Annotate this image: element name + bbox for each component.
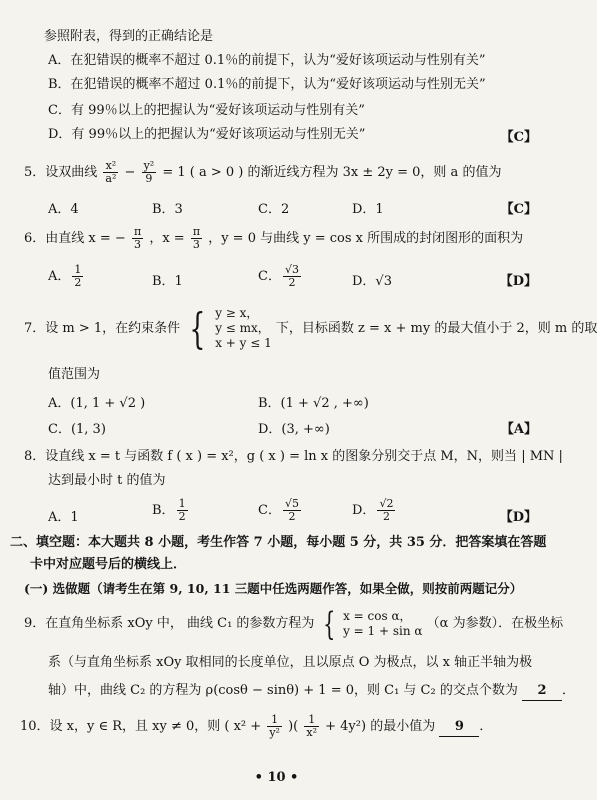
q9-brace: { [322, 604, 335, 643]
q4-answer: 【C】 [500, 130, 537, 145]
q8-option-c: C． $\frac{√5}{2}$ [258, 497, 299, 523]
q7-option-a: A．(1, 1 + √2 ) [48, 396, 146, 411]
q9-stem: 9．在直角坐标系 xOy 中， 曲线 C₁ 的参数方程为 { x = cos α， y = 1 + sin α （α 为参数）．在极坐标 [24, 604, 564, 643]
q7-option-d: D．(3, +∞) [258, 422, 330, 437]
q7-option-c: C．(1, 3) [48, 422, 106, 437]
q5-fraction-y: $\frac{\text{y²}}{9}$ [143, 159, 155, 185]
q8-answer: 【D】 [499, 510, 537, 525]
q8-stem-line2: 达到最小时 t 的值为 [48, 473, 166, 488]
q5-answer: 【C】 [500, 202, 537, 217]
section2-subheading: (一) 选做题（请考生在第 9, 10, 11 三题中任选两题作答，如果全做，则按前两题记分） [24, 581, 523, 596]
q5-option-c: C．2 [258, 202, 290, 217]
q6-answer: 【D】 [499, 274, 537, 289]
q5-option-d: D．1 [352, 202, 384, 217]
q7-stem: 7．设 m > 1，在约束条件 { y ≥ x， y ≤ mx， x + y ≤ 1 下，目标函数 z = x + my 的最大值小于 2，则 m 的取 [24, 303, 597, 353]
q9-stem-line2: 系（与直角坐标系 xOy 取相同的长度单位，且以原点 O 为极点，以 x 轴正半轴为极 [48, 655, 533, 670]
q7-constraints: y ≥ x， y ≤ mx， x + y ≤ 1 [215, 306, 272, 350]
q5-stem: 5．设双曲线 $\frac{\text{x²}}{\text{a²}}$ − $\frac{\text{y²}}{9}$ = 1 ( a > 0 ) 的渐近线方程为 3x ± 2y = 0，则 a 的值为 [24, 159, 502, 185]
q4-option-a: A．在犯错误的概率不超过 0.1％的前提下，认为“爱好该项运动与性别有关” [48, 53, 486, 68]
q9-stem-line3: 轴）中，曲线 C₂ 的方程为 ρ(cosθ − sinθ) + 1 = 0，则 C₁ 与 C₂ 的交点个数为 2 ． [48, 682, 575, 701]
q7-option-b: B．(1 + √2 , +∞) [258, 396, 369, 411]
q7-stem-cont: 值范围为 [48, 367, 101, 382]
q8-option-a: A．1 [48, 510, 79, 525]
q5-option-a: A．4 [48, 202, 79, 217]
q7-answer: 【A】 [500, 422, 537, 437]
q4-option-d: D．有 99％以上的把握认为“爱好该项运动与性别无关” [48, 127, 366, 142]
q6-option-a: A． $\frac{1}{2}$ [48, 263, 82, 289]
q6-stem: 6．由直线 x = − $\frac{\pi}{3}$ ，x = $\frac{\pi}{3}$ ，y = 0 与曲线 y = cos x 所围成的封闭图形的面积为 [24, 225, 524, 251]
q8-stem-line1: 8．设直线 x = t 与函数 f ( x ) = x²，g ( x ) = ln x 的图象分别交于点 M，N，则当 | MN | [24, 449, 563, 464]
q5-fraction-x: $\frac{\text{x²}}{\text{a²}}$ [105, 159, 117, 185]
q7-brace: { [189, 303, 206, 353]
q4-option-c: C．有 99％以上的把握认为“爱好该项运动与性别有关” [48, 103, 365, 118]
q5-option-b: B．3 [152, 202, 183, 217]
q10-answer-blank: 9 [439, 718, 479, 737]
q10-stem: 10．设 x，y ∈ R，且 xy ≠ 0，则 ( x² + $\frac{1}{\text{y²}}$ )( $\frac{1}{\text{x²}}$ + 4y²) 的最小值为 9 ． [20, 713, 493, 739]
intro-text: 参照附表，得到的正确结论是 [44, 29, 214, 44]
q4-option-b: B．在犯错误的概率不超过 0.1％的前提下，认为“爱好该项运动与性别无关” [48, 77, 486, 92]
q6-option-c: C． $\frac{√3}{2}$ [258, 263, 299, 289]
section2-heading-line1: 二、填空题：本大题共 8 小题，考生作答 7 小题，每小题 5 分，共 35 分．把答案填在答题 [10, 535, 547, 550]
q6-option-b: B．1 [152, 274, 183, 289]
q8-option-d: D． $\frac{√2}{2}$ [352, 497, 394, 523]
q9-answer-blank: 2 [522, 682, 562, 701]
q9-param-eq: x = cos α， y = 1 + sin α [343, 608, 423, 638]
q6-option-d: D．√3 [352, 274, 392, 289]
section2-heading-line2: 卡中对应题号后的横线上． [30, 557, 187, 572]
q8-option-b: B． $\frac{1}{2}$ [152, 497, 186, 523]
page-number: • 10 • [254, 770, 299, 785]
